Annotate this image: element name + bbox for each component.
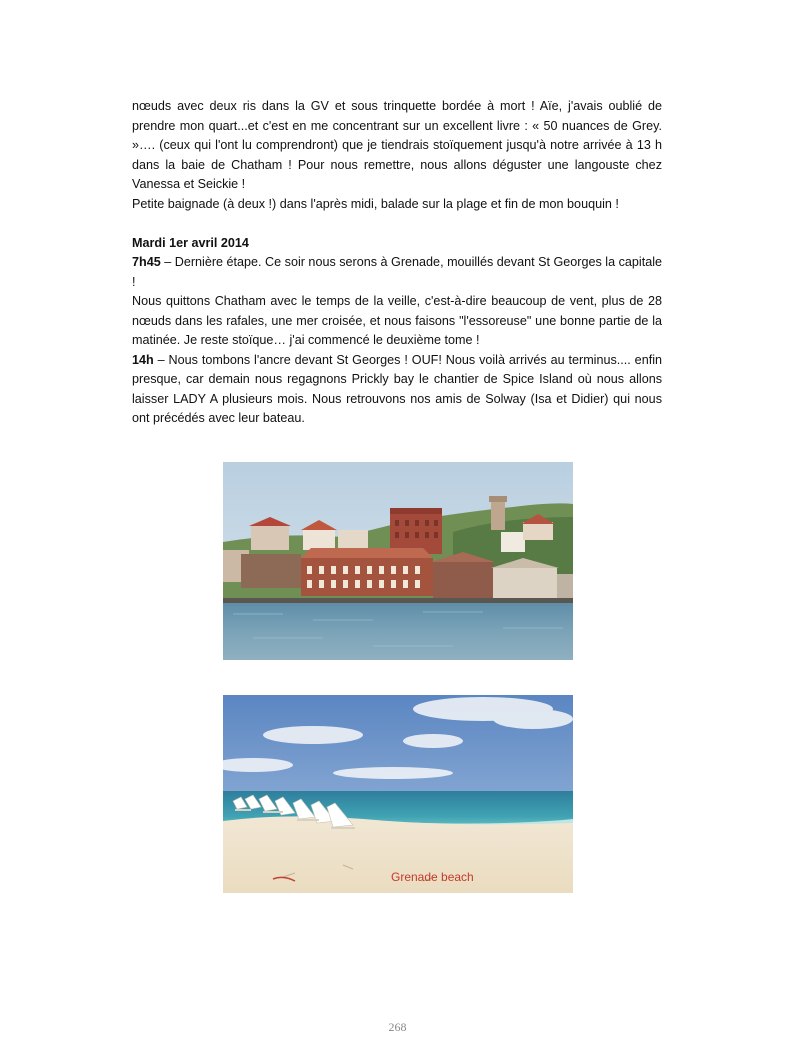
page-number: 268 — [388, 1020, 407, 1034]
grenade-beach-photo — [223, 695, 573, 893]
entry-1-text: – Dernière étape. Ce soir nous serons à Grenade, mouillés devant St Georges la capitale ! — [132, 255, 662, 289]
top-text — [132, 97, 662, 429]
entry-1-time: 7h45 — [132, 255, 161, 269]
paragraph-passage: nœuds avec deux ris dans la GV et sous trinquette bordée à mort ! Aïe, j'avais oublié de prendre mon quart...et c'est en me concentrant sur un excellent livre : « 50 nuances de Grey. »…. (ceux qui l'ont lu comprendront) que je tiendrais stoïquement jusqu'à notre arrivée à 13 h dans la baie de Chatham ! Pour nous remettre, nous allons déguster une langouste chez Vanessa et Seickie ! — [132, 99, 662, 191]
entry-2 — [132, 351, 662, 429]
st-georges-harbour-photo — [223, 462, 573, 660]
date-heading: Mardi 1er avril 2014 — [132, 235, 249, 250]
paragraph-swim: Petite baignade (à deux !) dans l'après midi, balade sur la plage et fin de mon bouquin ! — [132, 196, 619, 211]
entry-1 — [132, 253, 662, 292]
beach-caption: Grenade beach — [391, 870, 474, 884]
entry-2-text: – Nous tombons l'ancre devant St Georges ! OUF! Nous voilà arrivés au terminus.... enfin presque, car demain nous regagnons Prickly bay le chantier de Spice Island où nous allons laisser LADY A plusieurs mois. Nous retrouvons nos amis de Solway (Isa et Didier) qui nous ont précédés avec leur bateau. — [132, 352, 662, 425]
blank-line — [132, 214, 662, 234]
paragraph-chatham: Nous quittons Chatham avec le temps de la veille, c'est-à-dire beaucoup de vent, plus de 28 nœuds dans les rafales, une mer croisée, et nous faisons "l'essoreuse" une bonne partie de la matinée. Je reste stoïque… j'ai commencé le deuxième tome ! — [132, 294, 662, 347]
entry-2-time: 14h — [132, 352, 154, 367]
